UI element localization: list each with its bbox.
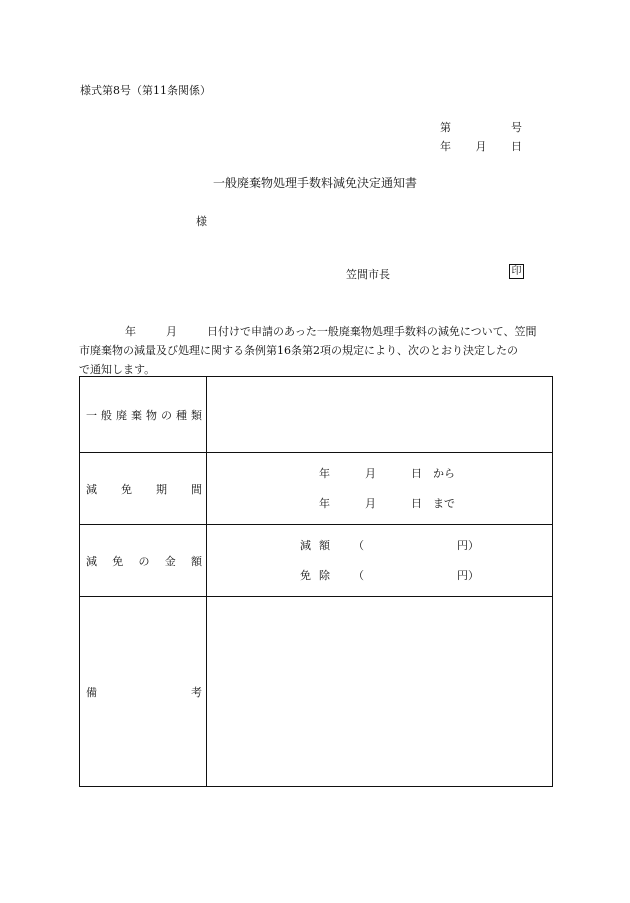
- exemption-amount-line: [207, 561, 552, 591]
- notice-body: [79, 322, 551, 379]
- period-to-year: 年: [319, 496, 330, 510]
- period-from-line: [207, 459, 552, 489]
- amount-value: [207, 525, 553, 597]
- issue-date-line: [440, 137, 522, 156]
- addressee-suffix: 様: [196, 215, 207, 228]
- amount-label-text: 減 免 の 金 額: [86, 554, 202, 568]
- table-row-period: [80, 453, 553, 525]
- issue-day: 日: [511, 140, 522, 153]
- reduction-label: 減額: [300, 538, 338, 552]
- table-row-waste-type: [80, 377, 553, 453]
- issue-month: 月: [475, 140, 487, 153]
- reduction-unit: 円）: [457, 538, 479, 552]
- waste-type-label: [80, 377, 207, 453]
- waste-type-label-text: 一 般 廃 棄 物 の 種 類: [86, 408, 202, 422]
- document-title: 一般廃棄物処理手数料減免決定通知書: [212, 176, 417, 190]
- period-from-year: 年: [319, 466, 330, 480]
- period-label-text: 減 免 期 間: [86, 482, 202, 496]
- period-to-month: 月: [365, 496, 376, 510]
- document-number-line: [440, 118, 522, 137]
- reduction-amount-line: [207, 531, 552, 561]
- reduction-details-table: [79, 376, 553, 787]
- body-line-2: 市廃棄物の減量及び処理に関する条例第16条第2項の規定により、次のとおり決定したの: [79, 344, 518, 357]
- body-line-1: [79, 322, 551, 341]
- period-from-suffix: から: [433, 466, 455, 480]
- table-row-remarks: [80, 597, 553, 787]
- form-id: 様式第8号（第11条関係）: [80, 84, 211, 97]
- amount-label: [80, 525, 207, 597]
- issuer-name: 笠間市長: [346, 268, 390, 281]
- period-from-day: 日: [411, 466, 422, 480]
- remarks-label: [80, 597, 207, 787]
- exemption-unit: 円）: [457, 568, 479, 582]
- issue-year: 年: [440, 140, 451, 153]
- exemption-label: 免除: [300, 568, 338, 582]
- number-prefix: 第: [440, 121, 451, 134]
- period-label: [80, 453, 207, 525]
- period-value: [207, 453, 553, 525]
- period-to-line: [207, 489, 552, 519]
- remarks-label-text: 備 考: [86, 685, 202, 699]
- period-to-day: 日: [411, 496, 422, 510]
- period-to-suffix: まで: [433, 496, 455, 510]
- reduction-open-paren: （: [353, 538, 364, 552]
- waste-type-value: [207, 377, 553, 453]
- body-line-1-text: 日付けで申請のあった一般廃棄物処理手数料の減免について、笠間: [207, 325, 537, 338]
- body-month: 月: [166, 325, 177, 338]
- period-from-month: 月: [365, 466, 376, 480]
- body-line-3: で通知します。: [79, 363, 156, 376]
- seal-mark: 印: [509, 264, 524, 279]
- number-suffix: 号: [511, 121, 522, 134]
- table-row-amount: [80, 525, 553, 597]
- date-block: [440, 118, 522, 156]
- remarks-value: [207, 597, 553, 787]
- exemption-open-paren: （: [353, 568, 364, 582]
- body-year: 年: [125, 325, 136, 338]
